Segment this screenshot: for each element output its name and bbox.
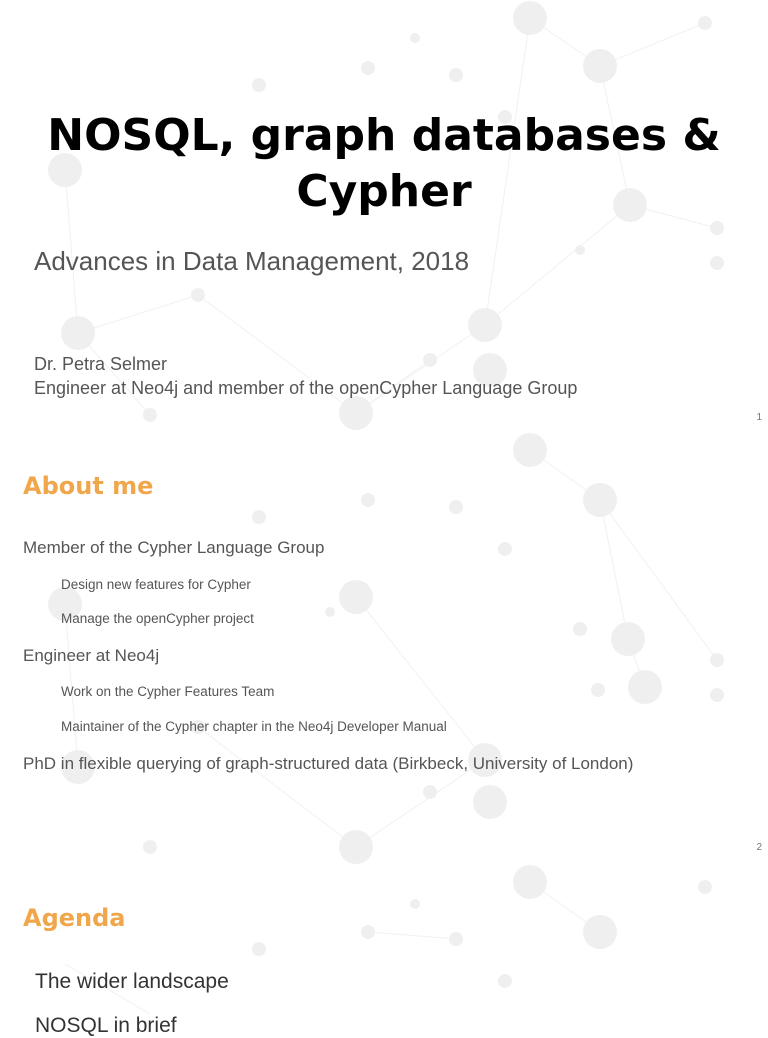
sub-bullet-item: Design new features for Cypher — [61, 577, 251, 592]
slide-subtitle: Advances in Data Management, 2018 — [34, 246, 470, 276]
agenda-item: NOSQL in brief — [35, 1014, 177, 1037]
bullet-item: PhD in flexible querying of graph-structured data (Birkbeck, University of London) — [23, 754, 634, 773]
page-number: 2 — [756, 842, 762, 853]
bullet-item: Engineer at Neo4j — [23, 646, 160, 665]
agenda-item: The wider landscape — [35, 970, 229, 993]
slide-heading: About me — [23, 472, 154, 500]
slide-heading: Agenda — [23, 904, 126, 932]
sub-bullet-item: Manage the openCypher project — [61, 611, 254, 626]
author-name: Dr. Petra Selmer — [34, 354, 168, 374]
author-role: Engineer at Neo4j and member of the openCypher Language Group — [34, 378, 578, 398]
slide-title — [0, 108, 768, 220]
slide-1 — [0, 0, 768, 432]
bullet-item: Member of the Cypher Language Group — [23, 538, 325, 557]
slide-2 — [0, 432, 768, 864]
slide-3 — [0, 864, 768, 1037]
sub-bullet-item: Maintainer of the Cypher chapter in the Neo4j Developer Manual — [61, 719, 447, 734]
slide-title-line-2: Cypher — [296, 166, 472, 217]
slide-title-line-1: NOSQL, graph databases & — [47, 110, 721, 161]
network-background — [0, 864, 768, 1024]
author-block — [34, 352, 577, 400]
sub-bullet-item: Work on the Cypher Features Team — [61, 684, 275, 699]
page-number: 1 — [756, 412, 762, 423]
